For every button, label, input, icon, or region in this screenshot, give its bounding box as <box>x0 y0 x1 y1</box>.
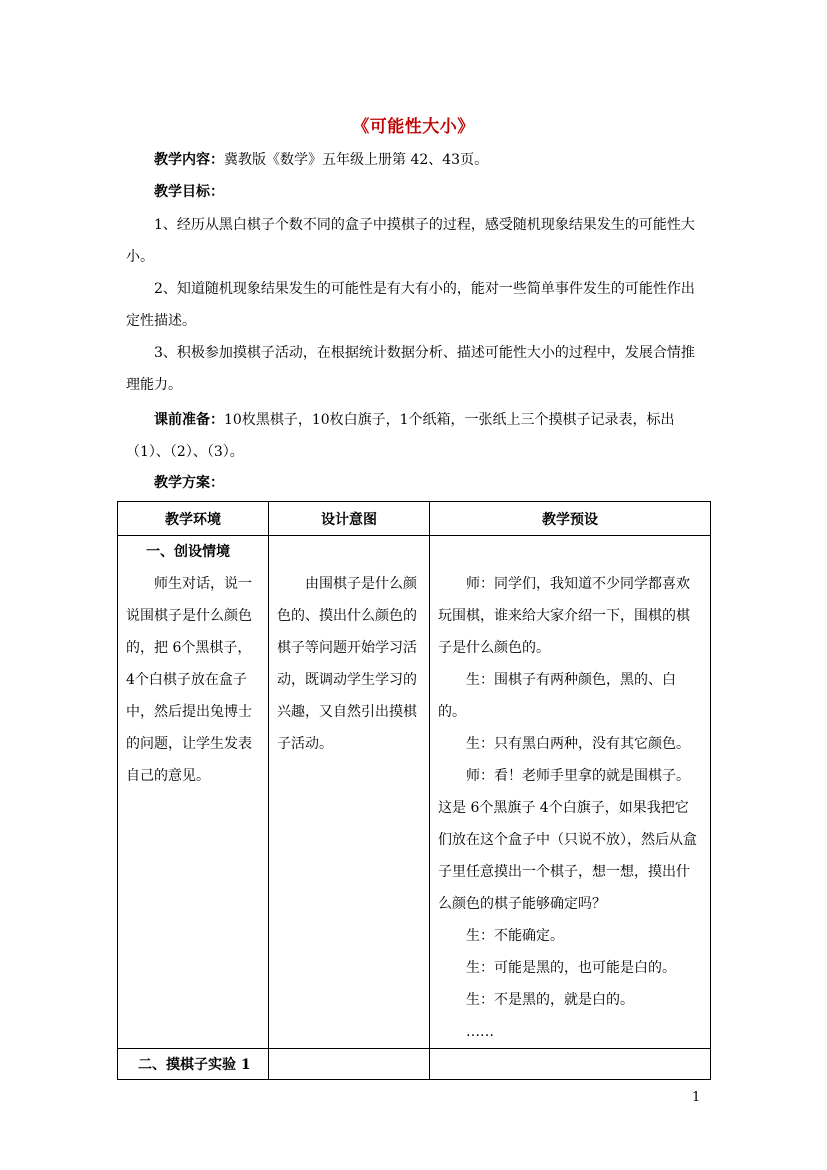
objectives-label: 教学目标： <box>154 184 224 200</box>
teaching-plan-table <box>117 501 711 1080</box>
preparation-text: 10枚黑棋子，10枚白旗子，1个纸箱，一张纸上三个摸棋子记录表，标出（1）、（2）、（3）。 <box>126 412 675 460</box>
plan-label: 教学方案： <box>154 475 224 491</box>
objective-item-2: 2、知道随机现象结果发生的可能性是有大有小的，能对一些简单事件发生的可能性作出定性描述。 <box>126 281 695 329</box>
preset-cell <box>430 536 711 1049</box>
intent-cell <box>269 536 430 1049</box>
table-header-row <box>118 502 711 536</box>
section-title-1: 一、创设情境 <box>146 544 230 560</box>
content-label: 教学内容： <box>154 152 224 168</box>
empty-cell <box>430 1049 711 1080</box>
content-paragraph <box>126 144 706 176</box>
intent-text: 由围棋子是什么颜色的、摸出什么颜色的棋子等问题开始学习活动，既调动学生学习的兴趣，又自然引出摸棋子活动。 <box>277 576 417 752</box>
content-text: 冀教版《数学》五年级上册第 42、43页。 <box>224 152 489 168</box>
preparation-label: 课前准备： <box>154 412 224 428</box>
preparation-paragraph <box>126 404 706 468</box>
header-intent: 设计意图 <box>269 502 430 536</box>
env-text: 师生对话，说一说围棋子是什么颜色的，把 6个黑棋子，4个白棋子放在盒子中，然后提出兔博士的问题，让学生发表自己的意见。 <box>126 576 252 784</box>
preset-line: 生：可能是黑的，也可能是白的。 <box>466 960 676 976</box>
document-title: 《可能性大小》 <box>352 117 475 137</box>
preset-line: 生：不是黑的，就是白的。 <box>466 992 634 1008</box>
section-title-2: 二、摸棋子实验 1 <box>138 1057 251 1073</box>
env-cell <box>118 536 269 1049</box>
table-row <box>118 1049 711 1080</box>
empty-cell <box>269 1049 430 1080</box>
header-environment: 教学环境 <box>118 502 269 536</box>
page-number: 1 <box>692 1090 701 1105</box>
objective-item-1: 1、经历从黑白棋子个数不同的盒子中摸棋子的过程，感受随机现象结果发生的可能性大小。 <box>126 217 695 265</box>
preset-line: 生：围棋子有两种颜色，黑的、白的。 <box>438 672 676 720</box>
preset-line: 生：只有黑白两种，没有其它颜色。 <box>466 736 690 752</box>
header-preset: 教学预设 <box>430 502 711 536</box>
preset-line: 生：不能确定。 <box>466 928 564 944</box>
table-row <box>118 536 711 1049</box>
section-title-2-cell <box>118 1049 269 1080</box>
preset-line: 师：同学们，我知道不少同学都喜欢玩围棋，谁来给大家介绍一下，围棋的棋子是什么颜色的。 <box>438 576 690 656</box>
objective-item-3: 3、积极参加摸棋子活动，在根据统计数据分析、描述可能性大小的过程中，发展合情推理能力。 <box>126 345 695 393</box>
preset-line: 师：看！老师手里拿的就是围棋子。这是 6个黑旗子 4个白旗子，如果我把它们放在这个盒子中（只说不放），然后从盒子里任意摸出一个棋子，想一想，摸出什么颜色的棋子能够确定吗？ <box>438 768 697 912</box>
preset-line: …… <box>466 1024 494 1040</box>
